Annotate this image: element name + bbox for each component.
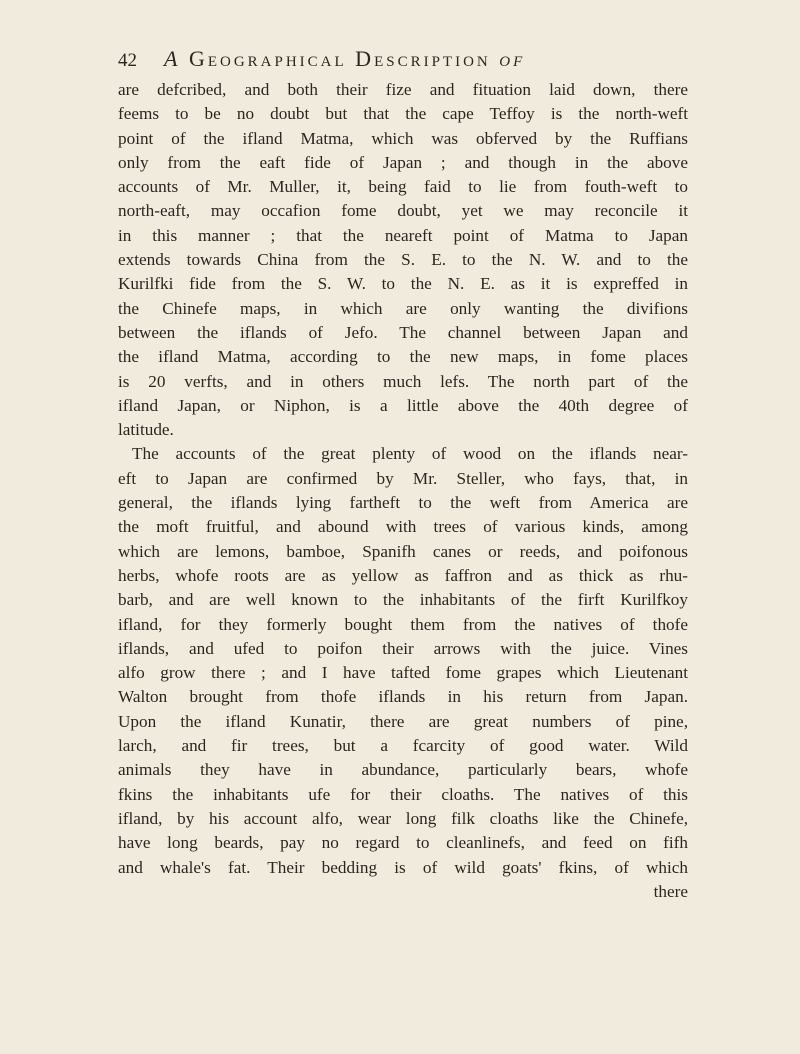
text-line: Kurilfki fide from the S. W. to the N. E. as it is expreffed in (118, 274, 688, 294)
text-line: the Chinefe maps, in which are only wanting the divifions (118, 298, 688, 318)
text-line: Upon the ifland Kunatir, there are great numbers of pine, (118, 711, 688, 731)
text-line: point of the ifland Matma, which was obferved by the Ruffians (118, 128, 688, 148)
text-line: between the iflands of Jefo. The channel between Japan and (118, 322, 688, 342)
running-title-suffix: of (499, 46, 526, 71)
text-line: larch, and fir trees, but a fcarcity of good water. Wild (118, 736, 688, 756)
text-line: iflands, and ufed to poifon their arrows with the juice. Vines (118, 638, 688, 658)
catchword: there (653, 881, 688, 901)
text-line: ifland, by his account alfo, wear long filk cloaths like the Chinefe, (118, 808, 688, 828)
body-text (118, 78, 688, 904)
text-line: eft to Japan are confirmed by Mr. Steller, who fays, that, in (118, 468, 688, 488)
running-head (118, 46, 678, 76)
text-line: which are lemons, bamboe, Spanifh canes or reeds, and poifonous (118, 541, 688, 561)
text-line: ifland Japan, or Niphon, is a little above the 40th degree of (118, 395, 688, 415)
running-title (164, 46, 525, 72)
text-line: the moft fruitful, and abound with trees of various kinds, among (118, 517, 688, 537)
running-title-prefix: A (164, 46, 181, 71)
text-line: have long beards, pay no regard to cleanlinefs, and feed on fifh (118, 833, 688, 853)
text-line: and whale's fat. Their bedding is of wild goats' fkins, of which (118, 857, 688, 877)
text-line: are defcribed, and both their fize and fituation laid down, there (118, 80, 688, 99)
text-line: accounts of Mr. Muller, it, being faid to lie from fouth-weft to (118, 177, 688, 197)
running-title-main: Geographical Description (188, 46, 491, 71)
text-line: alfo grow there ; and I have tafted fome grapes which Lieutenant (118, 663, 688, 683)
text-line: animals they have in abundance, particularly bears, whofe (118, 760, 688, 780)
text-line: ifland, for they formerly bought them from the natives of thofe (118, 614, 688, 634)
text-line: fkins the inhabitants ufe for their cloaths. The natives of this (118, 784, 688, 804)
text-line: feems to be no doubt but that the cape Teffoy is the north-weft (118, 104, 688, 124)
text-line: is 20 verfts, and in others much lefs. The north part of the (118, 371, 688, 391)
text-line: extends towards China from the S. E. to the N. W. and to the (118, 250, 688, 270)
text-line: latitude. (118, 420, 174, 440)
text-line: herbs, whofe roots are as yellow as faffron and as thick as rhu- (118, 565, 688, 585)
page-number: 42 (118, 50, 137, 71)
text-line: general, the iflands lying fartheft to the weft from America are (118, 493, 688, 513)
text-line: Walton brought from thofe iflands in his return from Japan. (118, 687, 688, 707)
text-line: in this manner ; that the neareft point of Matma to Japan (118, 225, 688, 245)
text-line: north-eaft, may occafion fome doubt, yet we may reconcile it (118, 201, 688, 221)
text-line: The accounts of the great plenty of wood on the iflands near- (132, 444, 688, 464)
text-line: the ifland Matma, according to the new maps, in fome places (118, 347, 688, 367)
text-line: barb, and are well known to the inhabitants of the firft Kurilfkoy (118, 590, 688, 610)
text-line: only from the eaft fide of Japan ; and though in the above (118, 152, 688, 172)
